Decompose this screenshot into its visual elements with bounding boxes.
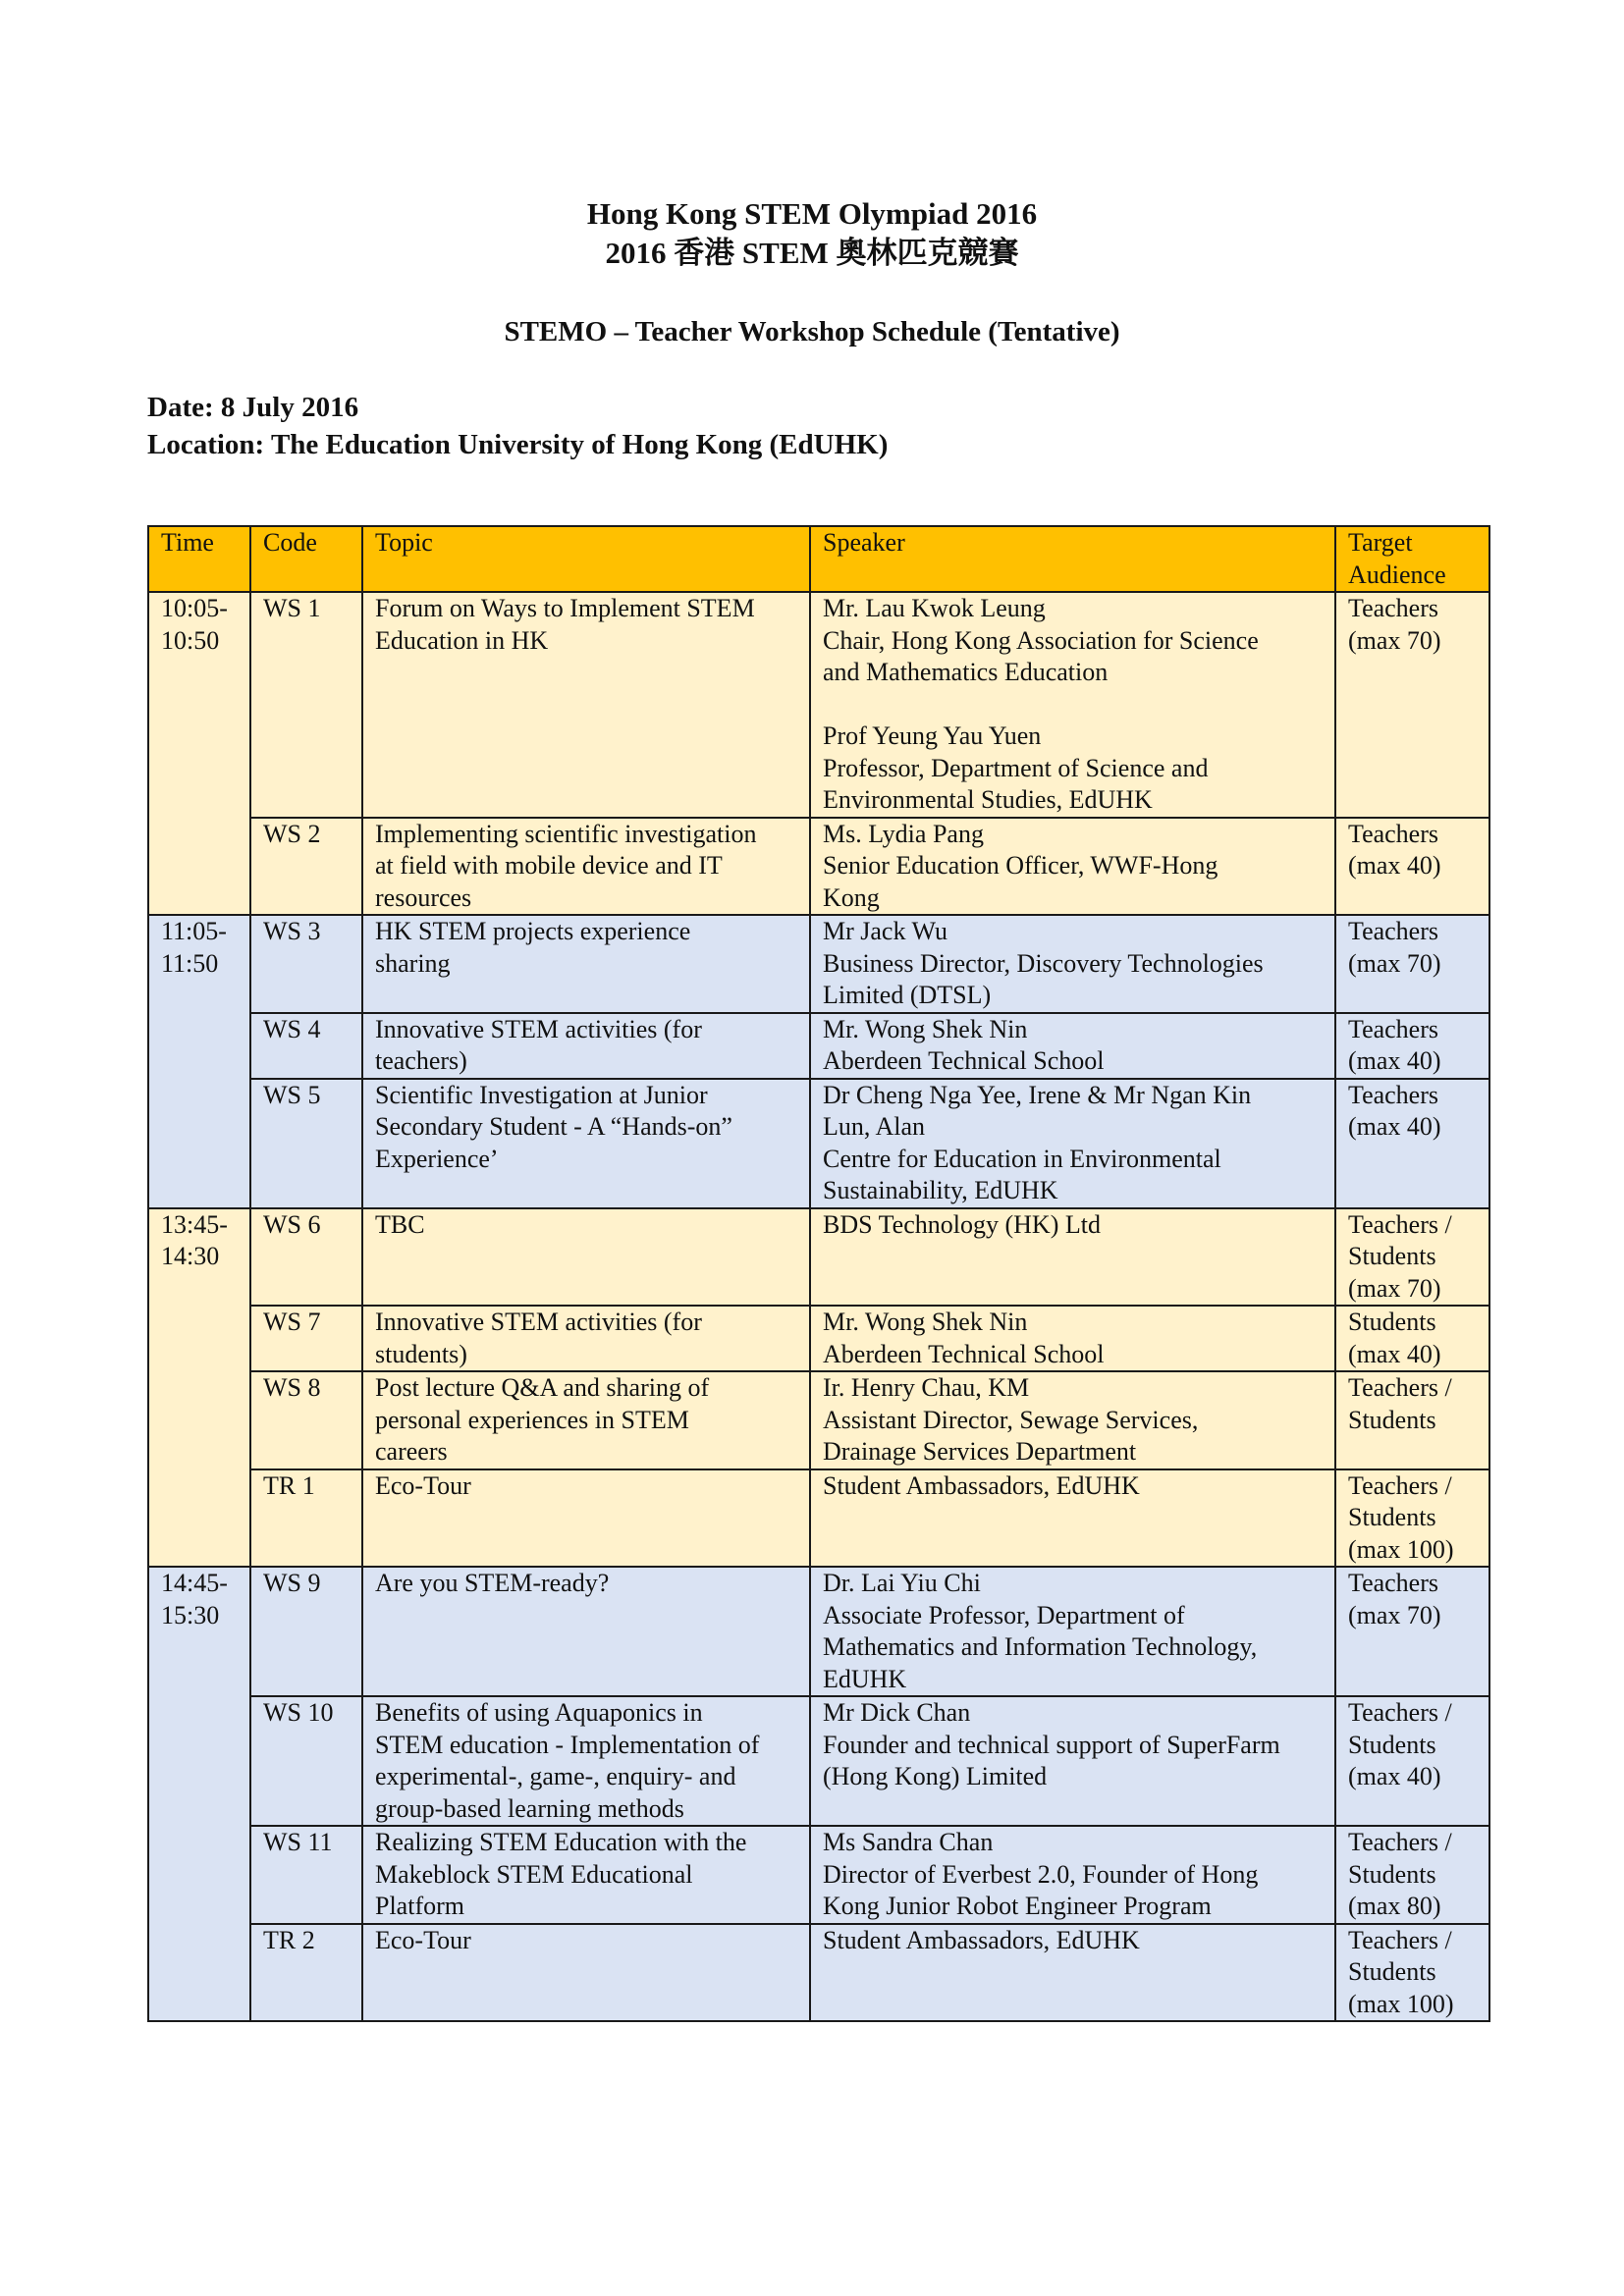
code-cell: TR 1 [250,1469,362,1568]
audience-cell: Teachers (max 70) [1335,915,1489,1013]
topic-cell: Eco-Tour [362,1469,810,1568]
table-row [148,1306,1489,1371]
location-line [147,426,888,463]
speaker-cell: Ir. Henry Chau, KM Assistant Director, Sewage Services, Drainage Services Department [810,1371,1335,1469]
schedule-table [147,525,1490,2022]
audience-cell: Students (max 40) [1335,1306,1489,1371]
code-cell: WS 2 [250,818,362,916]
code-cell: WS 8 [250,1371,362,1469]
code-cell: WS 9 [250,1567,362,1696]
table-row [148,1013,1489,1079]
speaker-cell: Ms Sandra Chan Director of Everbest 2.0, Founder of Hong Kong Junior Robot Engineer Program [810,1826,1335,1924]
speaker-cell: Dr Cheng Nga Yee, Irene & Mr Ngan Kin Lun, Alan Centre for Education in Environmental Sustainability, EdUHK [810,1079,1335,1208]
schedule-body [148,592,1489,2021]
topic-cell: Eco-Tour [362,1924,810,2022]
header-code: Code [250,526,362,592]
table-row [148,1371,1489,1469]
speaker-cell: Mr. Wong Shek Nin Aberdeen Technical School [810,1306,1335,1371]
topic-cell: Innovative STEM activities (for students) [362,1306,810,1371]
audience-cell: Teachers / Students (max 100) [1335,1469,1489,1568]
time-cell: 14:45- 15:30 [148,1567,250,2021]
audience-cell: Teachers (max 40) [1335,1013,1489,1079]
table-row [148,1208,1489,1307]
audience-cell: Teachers (max 40) [1335,1079,1489,1208]
date-value: 8 July 2016 [220,392,359,423]
audience-cell: Teachers (max 40) [1335,818,1489,916]
time-cell: 10:05- 10:50 [148,592,250,915]
code-cell: WS 7 [250,1306,362,1371]
table-row [148,1079,1489,1208]
speaker-cell: Ms. Lydia Pang Senior Education Officer, WWF-Hong Kong [810,818,1335,916]
document-title: Hong Kong STEM Olympiad 2016 [586,196,1038,231]
audience-cell: Teachers / Students (max 70) [1335,1208,1489,1307]
code-cell: WS 10 [250,1696,362,1826]
header-time: Time [148,526,250,592]
location-label: Location: [147,429,265,460]
date-line [147,389,888,426]
header-speaker: Speaker [810,526,1335,592]
speaker-cell: Student Ambassadors, EdUHK [810,1924,1335,2022]
speaker-cell: Mr Jack Wu Business Director, Discovery Technologies Limited (DTSL) [810,915,1335,1013]
table-row [148,1924,1489,2022]
table-row [148,1567,1489,1696]
topic-cell: HK STEM projects experience sharing [362,915,810,1013]
audience-cell: Teachers / Students (max 100) [1335,1924,1489,2022]
table-row [148,1826,1489,1924]
speaker-cell: Mr Dick Chan Founder and technical support of SuperFarm (Hong Kong) Limited [810,1696,1335,1826]
document-title-chinese: 2016 香港 STEM 奧林匹克競賽 [605,236,1019,270]
speaker-cell: Dr. Lai Yiu Chi Associate Professor, Department of Mathematics and Information Technology, EdUHK [810,1567,1335,1696]
code-cell: WS 6 [250,1208,362,1307]
topic-cell: Innovative STEM activities (for teachers) [362,1013,810,1079]
table-row [148,1469,1489,1568]
audience-cell: Teachers (max 70) [1335,592,1489,818]
audience-cell: Teachers / Students (max 80) [1335,1826,1489,1924]
speaker-cell: BDS Technology (HK) Ltd [810,1208,1335,1307]
event-meta [147,389,888,463]
table-row [148,592,1489,818]
topic-cell: Realizing STEM Education with the Makeblock STEM Educational Platform [362,1826,810,1924]
time-cell: 13:45- 14:30 [148,1208,250,1568]
table-row [148,818,1489,916]
table-row [148,1696,1489,1826]
audience-cell: Teachers / Students (max 40) [1335,1696,1489,1826]
header-audience: Target Audience [1335,526,1489,592]
table-row [148,915,1489,1013]
topic-cell: Scientific Investigation at Junior Secondary Student - A “Hands-on” Experience’ [362,1079,810,1208]
code-cell: WS 5 [250,1079,362,1208]
code-cell: WS 11 [250,1826,362,1924]
title-block [0,194,1624,273]
time-cell: 11:05- 11:50 [148,915,250,1208]
topic-cell: Benefits of using Aquaponics in STEM education - Implementation of experimental-, game-, enquiry- and group-based learning methods [362,1696,810,1826]
topic-cell: Post lecture Q&A and sharing of personal experiences in STEM careers [362,1371,810,1469]
speaker-cell: Mr. Wong Shek Nin Aberdeen Technical School [810,1013,1335,1079]
topic-cell: Are you STEM-ready? [362,1567,810,1696]
document-subtitle: STEMO – Teacher Workshop Schedule (Tentative) [504,316,1120,347]
audience-cell: Teachers (max 70) [1335,1567,1489,1696]
code-cell: WS 1 [250,592,362,818]
code-cell: TR 2 [250,1924,362,2022]
location-value: The Education University of Hong Kong (EdUHK) [270,429,889,460]
audience-cell: Teachers / Students [1335,1371,1489,1469]
speaker-cell: Student Ambassadors, EdUHK [810,1469,1335,1568]
topic-cell: Implementing scientific investigation at field with mobile device and IT resources [362,818,810,916]
topic-cell: Forum on Ways to Implement STEM Education in HK [362,592,810,818]
code-cell: WS 4 [250,1013,362,1079]
speaker-cell: Mr. Lau Kwok Leung Chair, Hong Kong Association for Science and Mathematics Education Prof Yeung Yau Yuen Professor, Department of Science and Environmental Studies, EdUHK [810,592,1335,818]
date-label: Date: [147,392,214,423]
code-cell: WS 3 [250,915,362,1013]
table-header-row [148,526,1489,592]
header-topic: Topic [362,526,810,592]
topic-cell: TBC [362,1208,810,1307]
